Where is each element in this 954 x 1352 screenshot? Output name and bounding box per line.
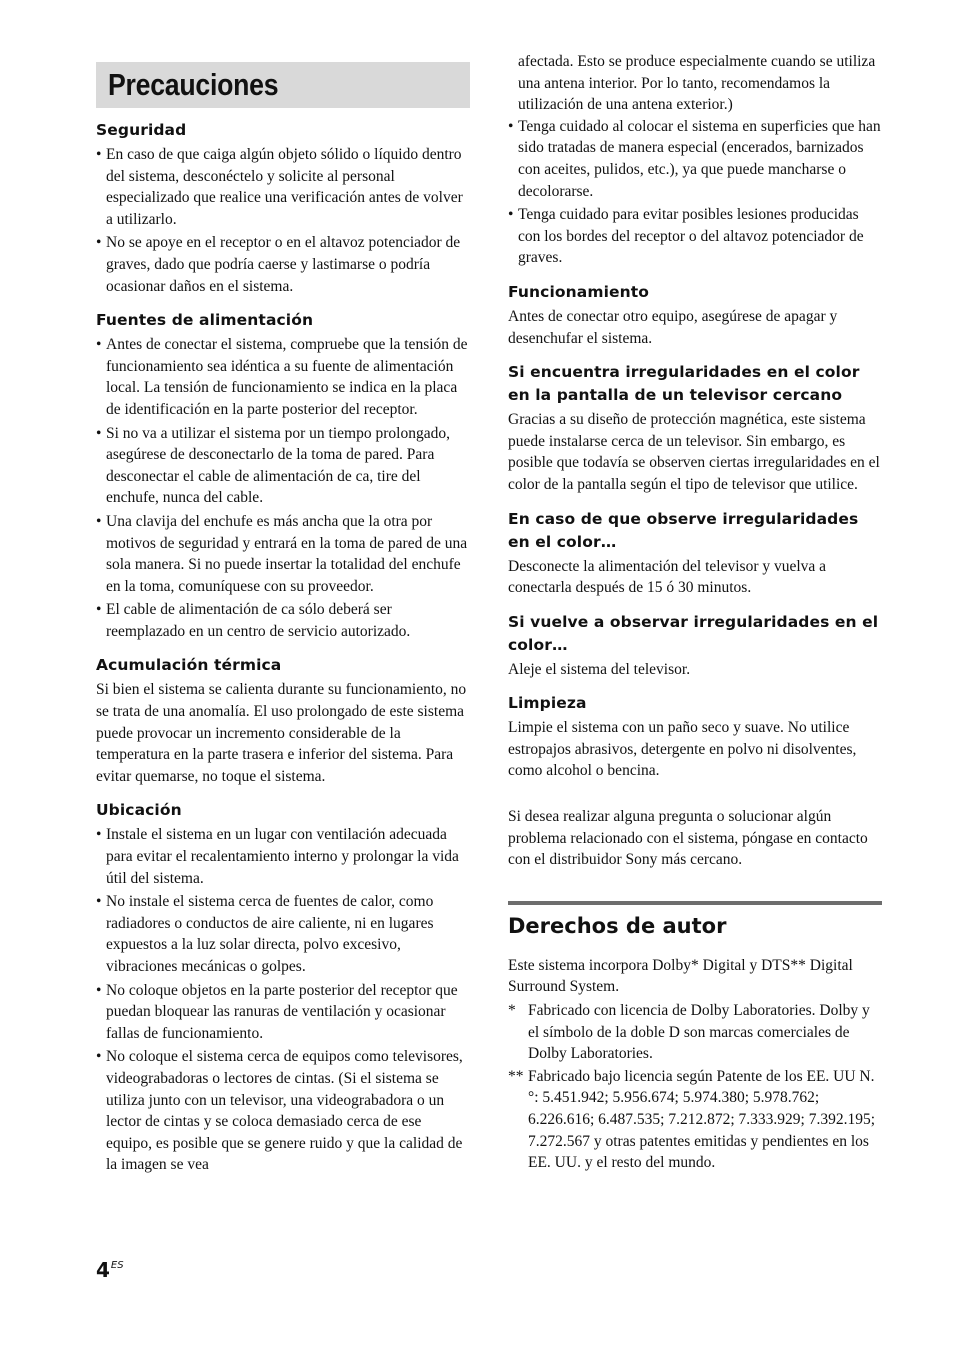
heading-seguridad: Seguridad [96, 121, 187, 139]
footnote [508, 1066, 882, 1174]
list-item: • Tenga cuidado al colocar el sistema en superficies que han sido tratadas de manera especial (encerados, barnizados con aceites, pulidos, etc.), ya que puede mancharse o decolorarse. [508, 116, 882, 202]
page-language-suffix: ES [110, 1260, 124, 1271]
section-divider [508, 901, 882, 905]
heading-ubicacion: Ubicación [96, 801, 182, 820]
paragraph-irregularidades: Gracias a su diseño de protección magnética, este sistema puede instalarse cerca de un televisor. Sin embargo, es posible que todavía se observen ciertas irregularidades en el color de la pantalla según el tipo de televisor que utilice. [508, 411, 880, 493]
list-item: • No se apoye en el receptor o en el altavoz potenciador de graves, dado que podría caerse y lastimarse o podría ocasionar daños en el sistema. [96, 232, 470, 297]
left-column [96, 62, 470, 1178]
heading-limpieza: Limpieza [508, 694, 587, 713]
list-item: • Si no va a utilizar el sistema por un tiempo prolongado, asegúrese de desconectarlo de la toma de pared. Para desconectar el cable de alimentación de ca, tire del enchufe, nunca del cable. [96, 423, 470, 509]
footnote-mark: * [508, 1002, 516, 1020]
footnote-text: Fabricado con licencia de Dolby Laboratories. Dolby y el símbolo de la doble D son marcas comerciales de Dolby Laboratories. [528, 1002, 870, 1063]
list-item: • No instale el sistema cerca de fuentes de calor, como radiadores o conductos de aire caliente, ni en lugares expuestos a la luz solar directa, polvo excesivo, vibraciones mecánicas o golpes. [96, 891, 470, 977]
list-seguridad [96, 144, 470, 297]
heading-en-caso: En caso de que observe irregularidades en el color… [508, 509, 859, 551]
page-number [96, 1258, 124, 1282]
section-title-bar [96, 62, 470, 108]
paragraph-contact: Si desea realizar alguna pregunta o solucionar algún problema relacionado con el sistema, póngase en contacto con el distribuidor Sony más cercano. [508, 808, 868, 869]
list-item: • En caso de que caiga algún objeto sólido o líquido dentro del sistema, desconéctelo y solicite al personal especializado que realice una verificación antes de volver a utilizarlo. [96, 144, 470, 230]
page-title: Precauciones [108, 67, 279, 102]
list-item: • Antes de conectar el sistema, compruebe que la tensión de funcionamiento sea idéntica a su fuente de alimentación local. La tensión de funcionamiento se indica en la placa de identificación en la parte posterior del receptor. [96, 334, 470, 420]
list-item-continuation: afectada. Esto se produce especialmente cuando se utiliza una antena interior. Por lo tanto, recomendamos la utilización de una antena exterior.) [518, 53, 876, 114]
paragraph-si-vuelve: Aleje el sistema del televisor. [508, 660, 691, 678]
list-fuentes [96, 334, 470, 642]
list-item: • El cable de alimentación de ca sólo deberá ser reemplazado en un centro de servicio autorizado. [96, 599, 470, 642]
page-number-value: 4 [96, 1258, 110, 1282]
paragraph-acumulacion: Si bien el sistema se calienta durante su funcionamiento, no se trata de una anomalía. El uso prolongado de este sistema puede provocar un incremento considerable de la temperatura en la parte trasera e inferior del sistema. Para evitar quemarse, no toque el sistema. [96, 681, 467, 785]
heading-acumulacion: Acumulación térmica [96, 656, 282, 675]
paragraph-limpieza: Limpie el sistema con un paño seco y suave. No utilice estropajos abrasivos, detergente en polvo ni disolventes, como alcohol o bencina. [508, 719, 857, 780]
heading-si-vuelve: Si vuelve a observar irregularidades en el color… [508, 612, 879, 654]
footnote-text: Fabricado bajo licencia según Patente de los EE. UU N.°: 5.451.942; 5.956.674; 5.974.380; 5.978.762; 6.226.616; 6.487.535; 7.212.872; 7.333.929; 7.392.195; 7.272.567 y otras patentes emitidas y pendientes en los EE. UU. y el resto del mundo. [528, 1067, 876, 1172]
list-item: • Tenga cuidado para evitar posibles lesiones producidas con los bordes del receptor o del altavoz potenciador de graves. [508, 204, 882, 269]
heading-fuentes: Fuentes de alimentación [96, 311, 314, 330]
section-title-derechos: Derechos de autor [508, 913, 727, 938]
list-ubicacion [96, 824, 470, 1176]
footnote-mark: ** [508, 1067, 524, 1085]
list-ubicacion-continued [508, 116, 882, 269]
list-item: • Una clavija del enchufe es más ancha que la otra por motivos de seguridad y entrará en la toma de pared de una sola manera. Si no puede insertar la totalidad del enchufe en la toma, comuníquese con su proveedor. [96, 511, 470, 597]
list-item: • Instale el sistema en un lugar con ventilación adecuada para evitar el recalentamiento interno y prolongar la vida útil del sistema. [96, 824, 470, 889]
paragraph-derechos-intro: Este sistema incorpora Dolby* Digital y DTS** Digital Surround System. [508, 956, 853, 996]
list-item: • No coloque objetos en la parte posterior del receptor que puedan bloquear las ranuras de ventilación y ocasionar fallas de funcionamiento. [96, 980, 470, 1045]
paragraph-en-caso: Desconecte la alimentación del televisor y vuelva a conectarla después de 15 ó 30 minutos. [508, 557, 827, 597]
heading-irregularidades: Si encuentra irregularidades en el color en la pantalla de un televisor cercano [508, 363, 860, 405]
footnote [508, 1000, 882, 1065]
paragraph-funcionamiento: Antes de conectar otro equipo, asegúrese de apagar y desenchufar el sistema. [508, 307, 838, 347]
heading-funcionamiento: Funcionamiento [508, 282, 649, 301]
right-column [508, 51, 882, 1175]
list-item: • No coloque el sistema cerca de equipos como televisores, videograbadoras o lectores de cintas. (Si el sistema se utiliza junto con un televisor, una videograbadora o un lector de cintas y se coloca demasiado cerca de ese equipo, es posible que se genere ruido y que la calidad de la imagen se vea [96, 1046, 470, 1176]
